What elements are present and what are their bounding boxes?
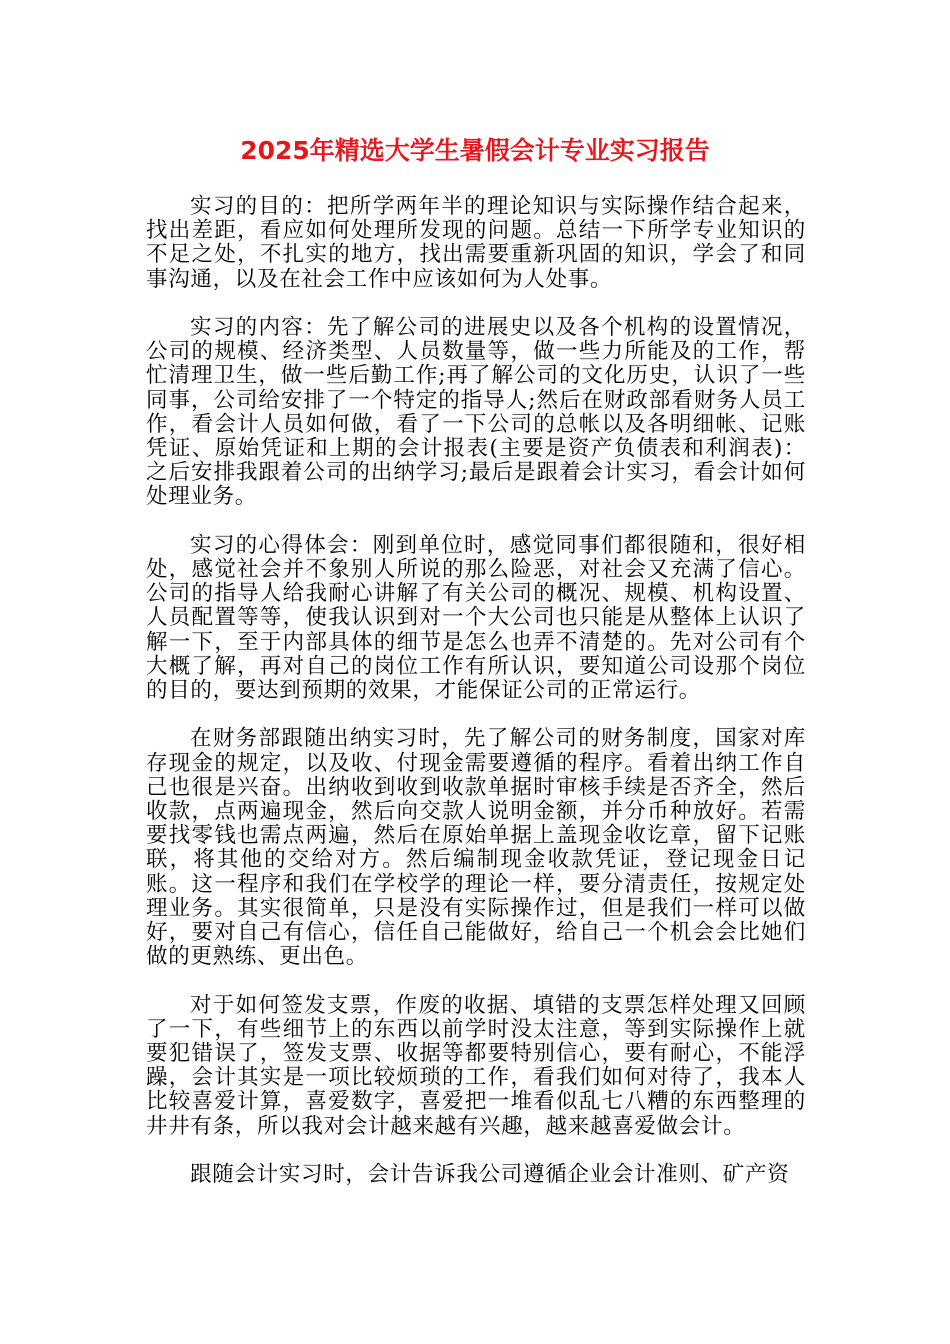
paragraph-cashier: 在财务部跟随出纳实习时，先了解公司的财务制度，国家对库存现金的规定，以及收、付现金需要遵循的程序。看着出纳工作自己也很是兴奋。出纳收到收到收款单据时审核手续是否齐全，然后收款，点两遍现金，然后向交款人说明金额，并分币种放好。若需要找零钱也需点两遍，然后在原始单据上盖现金收讫章，留下记账联，将其他的交给对方。然后编制现金收款凭证，登记现金日记账。这一程序和我们在学校学的理论一样，要分清责任，按规定处理业务。其实很简单，只是没有实际操作过，但是我们一样可以做好，要对自己有信心，信任自己能做好，给自己一个机会会比她们做的更熟练、更出色。 [146,726,806,970]
paragraph-experience: 实习的心得体会：刚到单位时，感觉同事们都很随和，很好相处，感觉社会并不象别人所说的那么险恶，对社会又充满了信心。公司的指导人给我耐心讲解了有关公司的概况、规模、机构设置、人员配置等等，使我认识到对一个大公司也只能是从整体上认识了解一下，至于内部具体的细节是怎么也弄不清楚的。先对公司有个大概了解，再对自己的岗位工作有所认识，要知道公司设那个岗位的目的，要达到预期的效果，才能保证公司的正常运行。 [146,532,806,704]
paragraph-checks: 对于如何签发支票，作废的收据、填错的支票怎样处理又回顾了一下，有些细节上的东西以前学时没太注意，等到实际操作上就要犯错误了，签发支票、收据等都要特别信心，要有耐心，不能浮躁，会计其实是一项比较烦琐的工作，看我们如何对待了，我本人比较喜爱计算，喜爱数字，喜爱把一堆看似乱七八糟的东西整理的井井有条，所以我对会计越来越有兴趣，越来越喜爱做会计。 [146,992,806,1139]
document-title: 2025年精选大学生暑假会计专业实习报告 [240,136,710,165]
document-body [146,195,806,1211]
paragraph-content: 实习的内容：先了解公司的进展史以及各个机构的设置情况，公司的规模、经济类型、人员数量等，做一些力所能及的工作，帮忙清理卫生，做一些后勤工作;再了解公司的文化历史，认识了一些同事，公司给安排了一个特定的指导人;然后在财政部看财务人员工作，看会计人员如何做，看了一下公司的总帐以及各明细帐、记账凭证、原始凭证和上期的会计报表(主要是资产负债表和利润表)：之后安排我跟着公司的出纳学习;最后是跟着会计实习，看会计如何处理业务。 [146,315,806,510]
paragraph-purpose: 实习的目的：把所学两年半的理论知识与实际操作结合起来，找出差距，看应如何处理所发现的问题。总结一下所学专业知识的不足之处，不扎实的地方，找出需要重新巩固的知识，学会了和同事沟通，以及在社会工作中应该如何为人处事。 [146,194,806,292]
paragraph-accountant: 跟随会计实习时，会计告诉我公司遵循企业会计准则、矿产资 [190,1162,790,1188]
